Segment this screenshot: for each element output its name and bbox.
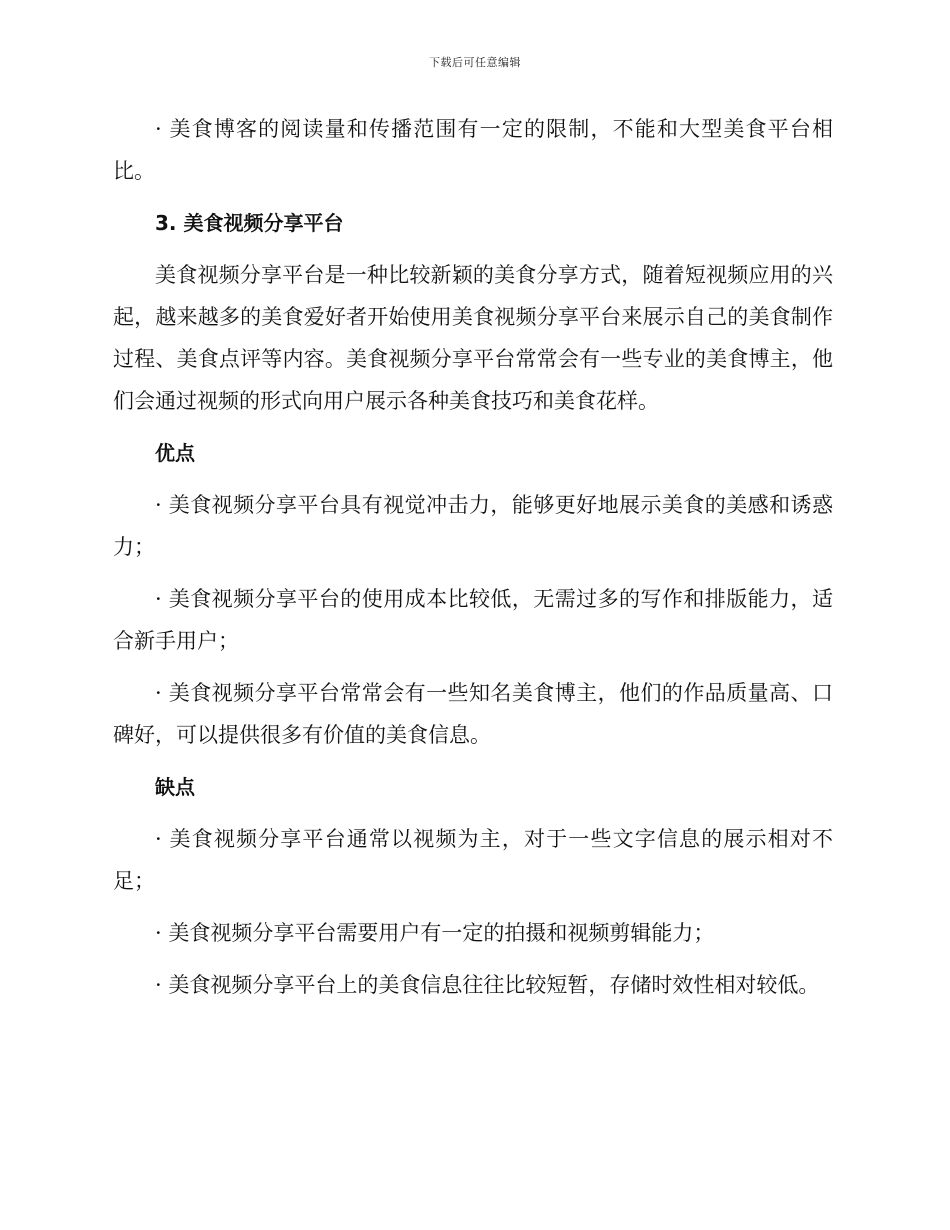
document-body <box>113 108 833 1016</box>
subsection-heading-cons: 缺点 <box>155 775 195 799</box>
bullet-paragraph: · 美食视频分享平台需要用户有一定的拍摄和视频剪辑能力； <box>155 921 715 945</box>
bullet-paragraph: · 美食视频分享平台常常会有一些知名美食博主，他们的作品质量高、口碑好，可以提供很多有价值的美食信息。 <box>113 681 833 747</box>
body-paragraph: 美食视频分享平台是一种比较新颖的美食分享方式，随着短视频应用的兴起，越来越多的美食爱好者开始使用美食视频分享平台来展示自己的美食制作过程、美食点评等内容。美食视频分享平台常常会有一些专业的美食博主，他们会通过视频的形式向用户展示各种美食技巧和美食花样。 <box>113 263 833 413</box>
bullet-paragraph: · 美食视频分享平台通常以视频为主，对于一些文字信息的展示相对不足； <box>113 827 833 893</box>
bullet-paragraph: · 美食博客的阅读量和传播范围有一定的限制，不能和大型美食平台相比。 <box>113 117 833 183</box>
bullet-paragraph: · 美食视频分享平台上的美食信息往往比较短暂，存储时效性相对较低。 <box>155 973 820 997</box>
section-heading: 3. 美食视频分享平台 <box>155 211 344 235</box>
bullet-paragraph: · 美食视频分享平台的使用成本比较低，无需过多的写作和排版能力，适合新手用户； <box>113 587 833 653</box>
page-header: 下载后可任意编辑 <box>429 56 521 69</box>
subsection-heading-pros: 优点 <box>155 441 195 465</box>
bullet-paragraph: · 美食视频分享平台具有视觉冲击力，能够更好地展示美食的美感和诱惑力； <box>113 493 833 559</box>
